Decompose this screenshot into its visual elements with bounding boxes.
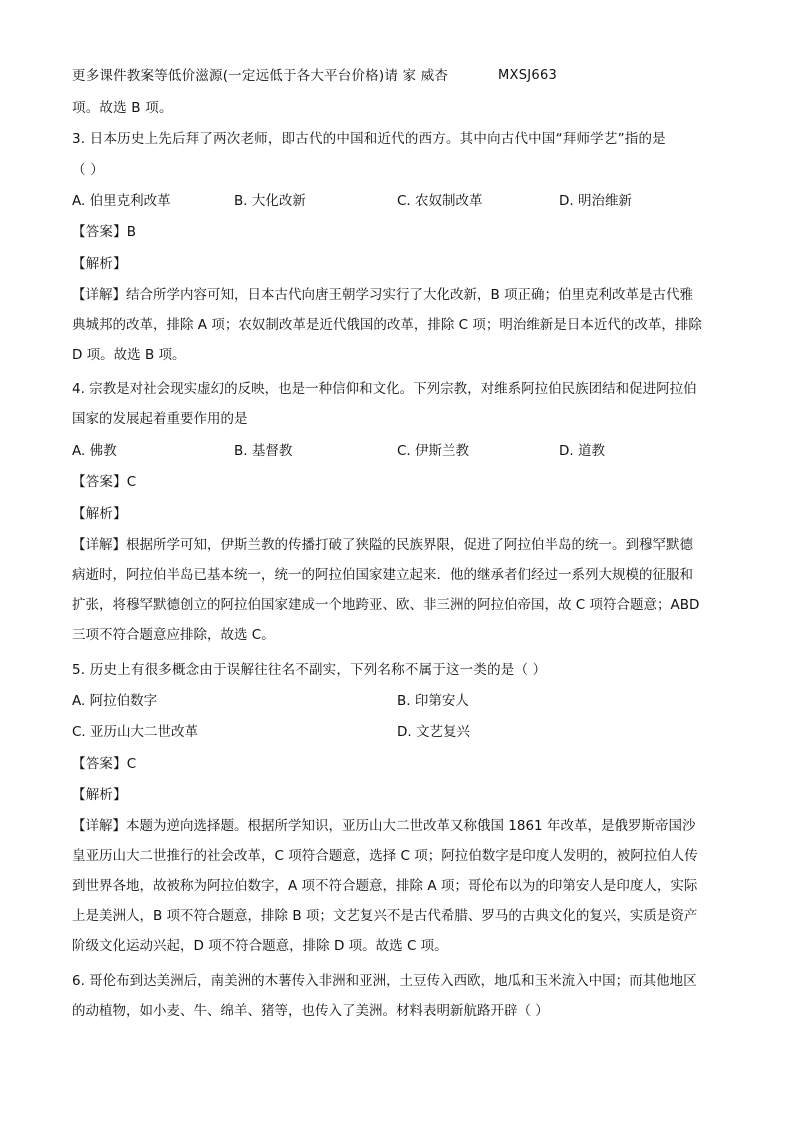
q5-option-c: C. 亚历山大二世改革: [72, 724, 199, 740]
q4-detail-line: 扩张，将穆罕默德创立的阿拉伯国家建成一个地跨亚、欧、非三洲的阿拉伯帝国，故 C 项符合题意；ABD: [72, 597, 700, 613]
q5-stem: 5. 历史上有很多概念由于误解往往名不副实，下列名称不属于这一类的是（ ）: [72, 662, 547, 678]
header-promo-code: MXSJ663: [498, 68, 558, 83]
q4-analysis-label: 【解析】: [72, 506, 127, 522]
q4-stem-line: 4. 宗教是对社会现实虚幻的反映，也是一种信仰和文化。下列宗教，对维系阿拉伯民族团结和促进阿拉伯: [72, 381, 697, 397]
q4-detail-line: 三项不符合题意应排除，故选 C。: [72, 627, 275, 643]
q5-detail-line: 到世界各地，故被称为阿拉伯数字，A 项不符合题意，排除 A 项；哥伦布以为的印第安人是印度人，实际: [72, 878, 698, 894]
q4-stem: [72, 374, 724, 434]
q4-option-c: C. 伊斯兰教: [397, 443, 470, 459]
q3-detail-line: 【详解】结合所学内容可知，日本古代向唐王朝学习实行了大化改新，B 项正确；伯里克利改革是古代雅: [72, 287, 694, 303]
q6-stem-line: 的动植物，如小麦、牛、绵羊、猪等，也传入了美洲。材料表明新航路开辟（ ）: [72, 1003, 549, 1019]
q4-option-a: A. 佛教: [72, 443, 117, 459]
q5-detail: [72, 811, 724, 961]
q6-stem: [72, 966, 724, 1026]
q5-option-d: D. 文艺复兴: [397, 724, 470, 740]
q3-option-a: A. 伯里克利改革: [72, 193, 171, 209]
q4-stem-line: 国家的发展起着重要作用的是: [72, 411, 248, 427]
q3-option-b: B. 大化改新: [234, 193, 306, 209]
q5-answer: 【答案】C: [72, 756, 137, 772]
q3-option-d: D. 明治维新: [559, 193, 632, 209]
q5-analysis-label: 【解析】: [72, 787, 127, 803]
q4-detail: [72, 530, 724, 650]
q5-detail-line: 【详解】本题为逆向选择题。根据所学知识，亚历山大二世改革又称俄国 1861 年改革，是俄罗斯帝国沙: [72, 818, 696, 834]
q5-detail-line: 上是美洲人，B 项不符合题意，排除 B 项；文艺复兴不是古代希腊、罗马的古典文化的复兴，实质是资产: [72, 908, 698, 924]
q3-stem-line1: 3. 日本历史上先后拜了两次老师，即古代的中国和近代的西方。其中向古代中国“拜师学艺”指的是: [72, 131, 666, 147]
q3-detail-line: 典城邦的改革，排除 A 项；农奴制改革是近代俄国的改革，排除 C 项；明治维新是日本近代的改革，排除: [72, 317, 702, 333]
q5-option-b: B. 印第安人: [397, 693, 469, 709]
q6-stem-line: 6. 哥伦布到达美洲后，南美洲的木薯传入非洲和亚洲，土豆传入西欧，地瓜和玉米流入中国；而其他地区: [72, 973, 697, 989]
q5-option-a: A. 阿拉伯数字: [72, 693, 158, 709]
q3-answer: 【答案】B: [72, 224, 137, 240]
q4-detail-line: 病逝时，阿拉伯半岛已基本统一，统一的阿拉伯国家建立起来．他的继承者们经过一系列大规模的征服和: [72, 567, 693, 583]
q4-answer: 【答案】C: [72, 474, 137, 490]
q3-detail-line: D 项。故选 B 项。: [72, 347, 186, 363]
q3-stem-line2: （ ）: [72, 162, 104, 178]
q4-detail-line: 【详解】根据所学可知，伊斯兰教的传播打破了狭隘的民族界限，促进了阿拉伯半岛的统一。到穆罕默德: [72, 537, 693, 553]
carryover-text: 项。故选 B 项。: [72, 100, 173, 116]
q4-option-d: D. 道教: [559, 443, 605, 459]
q3-option-c: C. 农奴制改革: [397, 193, 483, 209]
q4-option-b: B. 基督教: [234, 443, 293, 459]
q3-detail: [72, 280, 724, 370]
header-promo-text: 更多课件教案等低价滋源(一定远低于各大平台价格)请 家 威杏: [72, 68, 449, 84]
q5-detail-line: 阶级文化运动兴起，D 项不符合题意，排除 D 项。故选 C 项。: [72, 938, 448, 954]
q5-detail-line: 皇亚历山大二世推行的社会改革，C 项符合题意，选择 C 项；阿拉伯数字是印度人发明的，被阿拉伯人传: [72, 848, 698, 864]
q3-analysis-label: 【解析】: [72, 256, 127, 272]
